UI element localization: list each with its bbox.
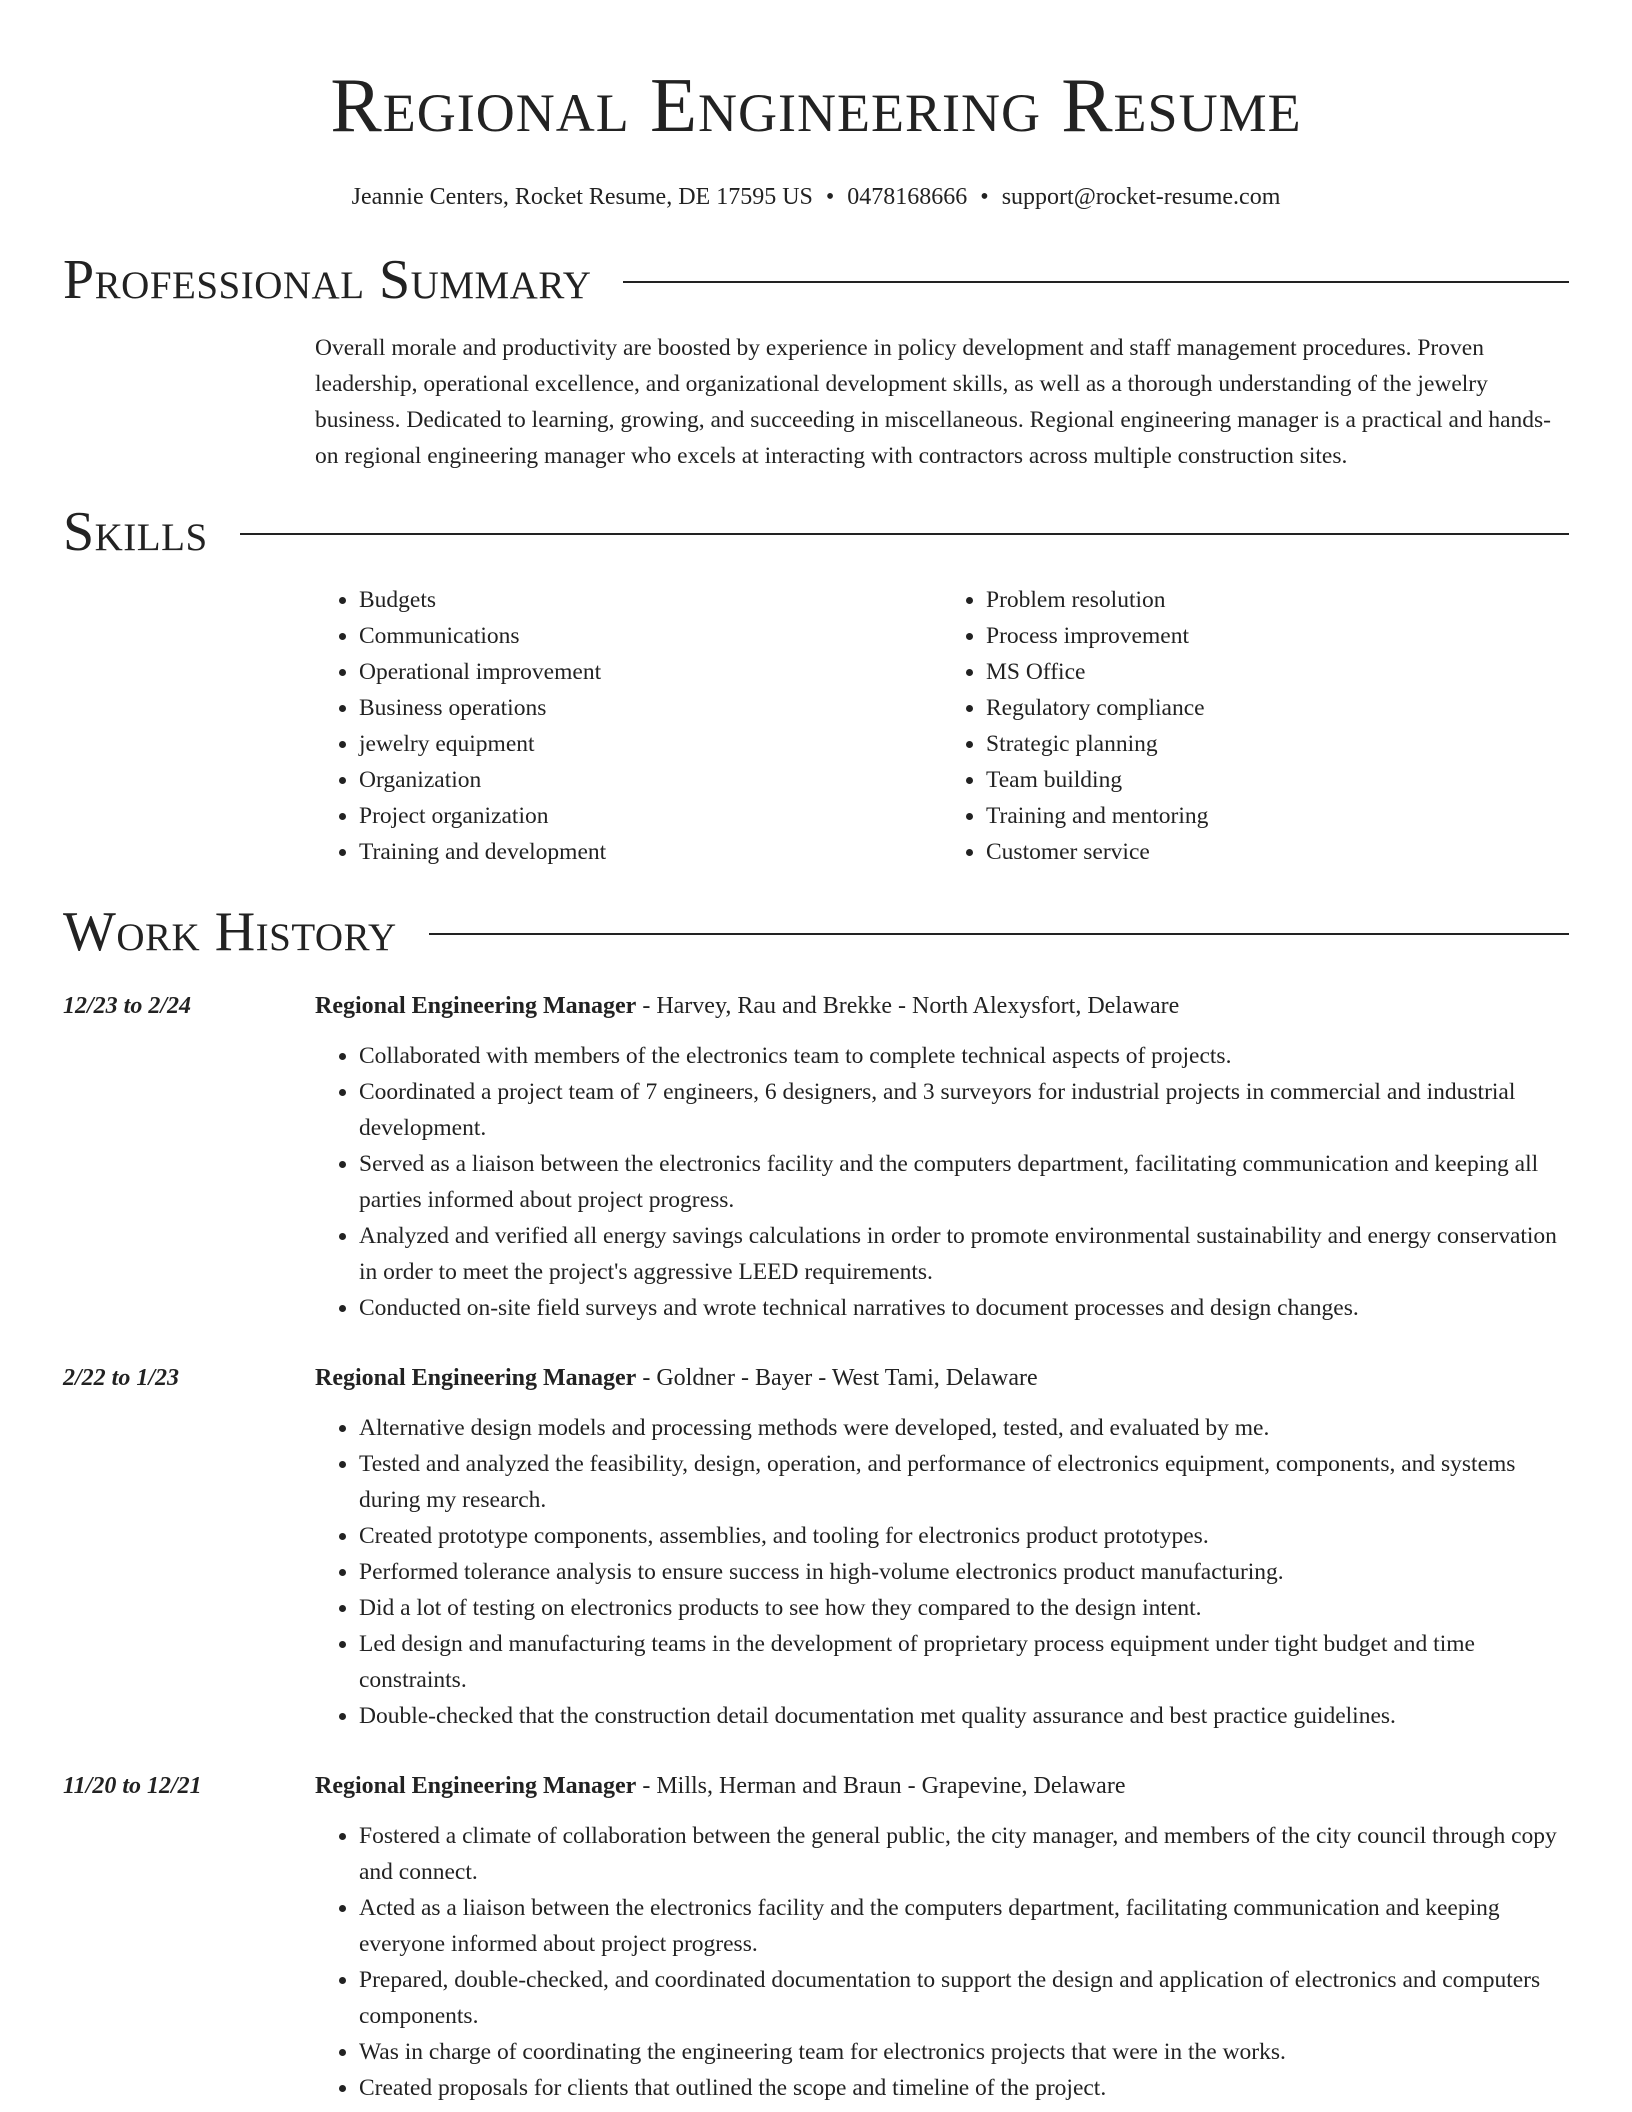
- resume-title: Regional Engineering Resume: [330, 62, 1302, 148]
- section-divider: [429, 933, 1569, 935]
- job-title: Regional Engineering Manager: [315, 1365, 637, 1391]
- section-divider: [240, 533, 1569, 535]
- job-entry: [63, 1360, 1569, 1734]
- job-bullet: • Created prototype components, assemblies, and tooling for electronics product prototypes.: [359, 1518, 1569, 1554]
- job-bullet: • Led design and manufacturing teams in the development of proprietary process equipment under tight budget and time constraints.: [359, 1626, 1569, 1698]
- skills-section: [63, 500, 1569, 870]
- job-company: - Goldner - Bayer - West Tami, Delaware: [636, 1365, 1038, 1391]
- job-bullet: • Collaborated with members of the electronics team to complete technical aspects of projects.: [359, 1038, 1569, 1074]
- skill-item: • MS Office: [986, 654, 1569, 690]
- job-heading: [315, 1768, 1569, 1804]
- job-dates: 11/20 to 12/21: [63, 1773, 202, 1799]
- job-bullet: • Analyzed and verified all energy savings calculations in order to promote environmental sustainability and energy conservation in order to meet the project's aggressive LEED requirements.: [359, 1218, 1569, 1290]
- job-bullet: • Conducted on-site field surveys and wrote technical narratives to document processes and design changes.: [359, 1290, 1569, 1326]
- job-details: [315, 1360, 1569, 1734]
- skills-heading: Skills: [63, 501, 208, 563]
- job-bullets: [315, 1038, 1569, 1326]
- job-bullet: • Alternative design models and processing methods were developed, tested, and evaluated by me.: [359, 1410, 1569, 1446]
- contact-separator: •: [980, 184, 989, 210]
- summary-heading: Professional Summary: [63, 249, 592, 311]
- job-title: Regional Engineering Manager: [315, 1773, 637, 1799]
- contact-email: support@rocket-resume.com: [1001, 184, 1281, 210]
- job-heading: [315, 1360, 1569, 1396]
- skill-item: • Problem resolution: [986, 582, 1569, 618]
- skill-item: • Budgets: [359, 582, 942, 618]
- job-bullets: [315, 1410, 1569, 1734]
- job-title: Regional Engineering Manager: [315, 993, 637, 1019]
- skill-item: • Communications: [359, 618, 942, 654]
- skill-item: • Business operations: [359, 690, 942, 726]
- contact-line: [63, 182, 1569, 212]
- summary-text: Overall morale and productivity are boosted by experience in policy development and staff management procedures. Proven leadership, operational excellence, and organizational development skills, as well as a thorough understanding of the jewelry business. Dedicated to learning, growing, and succeeding in miscellaneous. Regional engineering manager is a practical and hands-on regional engineering manager who excels at interacting with contractors across multiple construction sites.: [315, 335, 1551, 469]
- job-dates: 12/23 to 2/24: [63, 993, 192, 1019]
- contact-address: Jeannie Centers, Rocket Resume, DE 17595 US: [351, 184, 813, 210]
- skill-item: • Training and development: [359, 834, 942, 870]
- job-bullet: • Tested and analyzed the feasibility, design, operation, and performance of electronics equipment, components, and systems during my research.: [359, 1446, 1569, 1518]
- skill-item: • Strategic planning: [986, 726, 1569, 762]
- job-bullet: • Coordinated a project team of 7 engineers, 6 designers, and 3 surveyors for industrial projects in commercial and industrial development.: [359, 1074, 1569, 1146]
- job-bullet: • Performed tolerance analysis to ensure success in high-volume electronics product manufacturing.: [359, 1554, 1569, 1590]
- job-company: - Mills, Herman and Braun - Grapevine, Delaware: [636, 1773, 1126, 1799]
- skill-item: • Customer service: [986, 834, 1569, 870]
- skills-column-left: [315, 582, 942, 870]
- summary-header: [63, 248, 1569, 312]
- job-bullet: • Did a lot of testing on electronics products to see how they compared to the design intent.: [359, 1590, 1569, 1626]
- skill-item: • Process improvement: [986, 618, 1569, 654]
- job-details: [315, 1768, 1569, 2106]
- skill-item: • Team building: [986, 762, 1569, 798]
- work-history-section: [63, 900, 1569, 2106]
- job-bullet: • Acted as a liaison between the electronics facility and the computers department, facilitating communication and keeping everyone informed about project progress.: [359, 1890, 1569, 1962]
- job-heading: [315, 988, 1569, 1024]
- job-bullet: • Created proposals for clients that outlined the scope and timeline of the project.: [359, 2070, 1569, 2106]
- job-entry: [63, 988, 1569, 1326]
- skills-list: [315, 582, 1569, 870]
- work-history-heading: Work History: [63, 901, 397, 963]
- job-bullet: • Double-checked that the construction detail documentation met quality assurance and best practice guidelines.: [359, 1698, 1569, 1734]
- summary-section: [63, 248, 1569, 474]
- job-details: [315, 988, 1569, 1326]
- job-entry: [63, 1768, 1569, 2106]
- skill-item: • Training and mentoring: [986, 798, 1569, 834]
- skill-item: • Organization: [359, 762, 942, 798]
- skills-header: [63, 500, 1569, 564]
- contact-phone: 0478168666: [847, 184, 968, 210]
- job-bullet: • Fostered a climate of collaboration between the general public, the city manager, and members of the city council through copy and connect.: [359, 1818, 1569, 1890]
- job-bullet: • Prepared, double-checked, and coordinated documentation to support the design and application of electronics and computers components.: [359, 1962, 1569, 2034]
- skill-item: • Operational improvement: [359, 654, 942, 690]
- skill-item: • Project organization: [359, 798, 942, 834]
- contact-separator: •: [825, 184, 835, 210]
- work-history-header: [63, 900, 1569, 964]
- job-company: - Harvey, Rau and Brekke - North Alexysfort, Delaware: [636, 993, 1180, 1019]
- job-dates: 2/22 to 1/23: [63, 1365, 180, 1391]
- skills-column-right: [942, 582, 1569, 870]
- job-bullet: • Served as a liaison between the electronics facility and the computers department, facilitating communication and keeping all parties informed about project progress.: [359, 1146, 1569, 1218]
- job-bullets: [315, 1818, 1569, 2106]
- skill-item: • Regulatory compliance: [986, 690, 1569, 726]
- section-divider: [623, 281, 1569, 283]
- skill-item: • jewelry equipment: [359, 726, 942, 762]
- job-bullet: • Was in charge of coordinating the engineering team for electronics projects that were in the works.: [359, 2034, 1569, 2070]
